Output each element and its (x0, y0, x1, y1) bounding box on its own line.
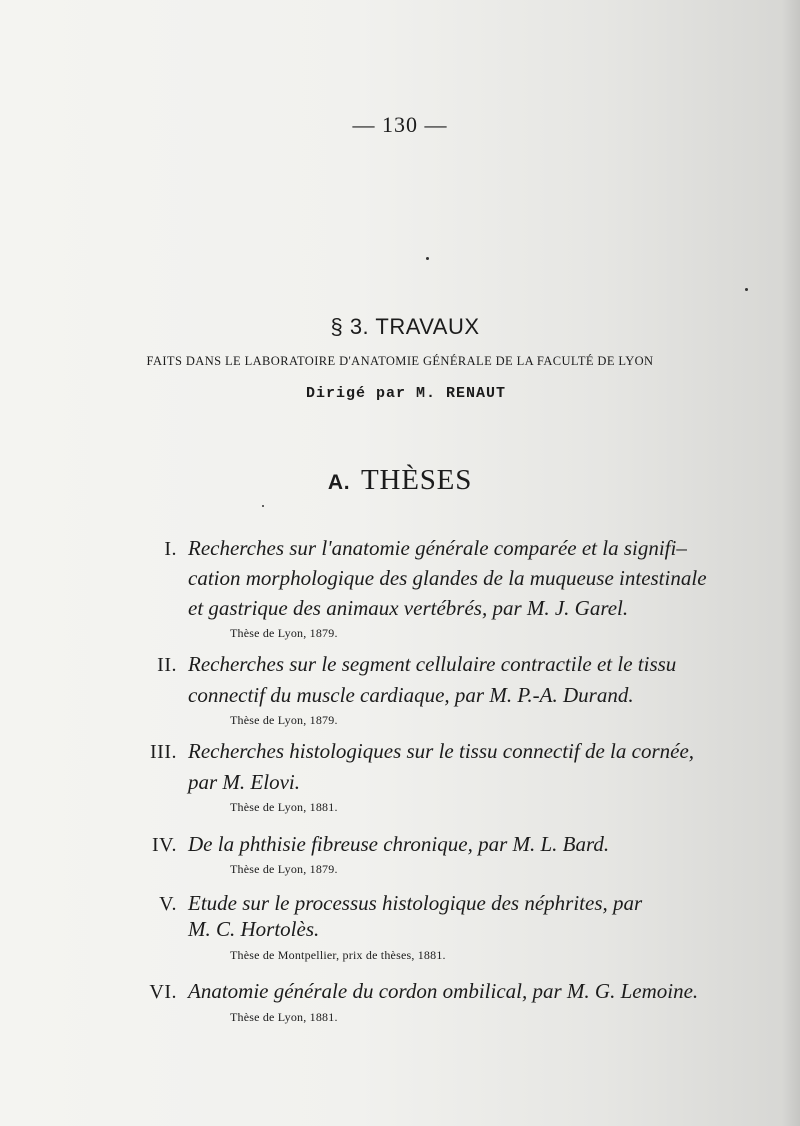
thesis-title-line: Etude sur le processus histologique des néphrites, par (188, 891, 643, 915)
thesis-title-line: Recherches sur l'anatomie générale comparée et la signifi– (188, 536, 687, 560)
thesis-title-line: et gastrique des animaux vertébrés, par M. J. Garel. (188, 596, 629, 620)
thesis-number: II. (157, 654, 177, 676)
thesis-title-line: Anatomie générale du cordon ombilical, par M. G. Lemoine. (188, 979, 699, 1003)
thesis-note: Thèse de Lyon, 1879. (230, 713, 338, 727)
laboratory-line: FAITS DANS LE LABORATOIRE D'ANATOMIE GÉNÉRALE DE LA FACULTÉ DE LYON (146, 354, 654, 368)
theses-heading-text: THÈSES (360, 464, 473, 496)
thesis-note: Thèse de Montpellier, prix de thèses, 1881. (230, 948, 446, 962)
thesis-number: V. (159, 893, 177, 915)
thesis-title-line: par M. Elovi. (188, 770, 300, 794)
scan-speck (426, 257, 429, 260)
thesis-title-line: connectif du muscle cardiaque, par M. P.-A. Durand. (188, 683, 634, 707)
thesis-number: IV. (151, 834, 177, 856)
scan-speck (262, 505, 264, 507)
thesis-note: Thèse de Lyon, 1881. (230, 1010, 338, 1024)
scan-speck (745, 288, 748, 291)
section-title: § 3. TRAVAUX (330, 314, 480, 339)
thesis-number: III. (150, 741, 177, 763)
theses-heading-prefix: A. (327, 471, 351, 494)
thesis-title-line: Recherches histologiques sur le tissu connectif de la cornée, (188, 739, 695, 763)
thesis-number: I. (164, 538, 177, 560)
thesis-title-line: De la phthisie fibreuse chronique, par M. L. Bard. (188, 832, 610, 856)
thesis-title-line: Recherches sur le segment cellulaire contractile et le tissu (188, 652, 677, 676)
thesis-note: Thèse de Lyon, 1879. (230, 626, 338, 640)
theses-heading (0, 464, 800, 497)
thesis-number: VI. (149, 981, 177, 1003)
thesis-title-line: M. C. Hortolès. (188, 917, 320, 941)
thesis-note: Thèse de Lyon, 1879. (230, 862, 338, 876)
page-number: — 130 — (352, 112, 448, 137)
thesis-note: Thèse de Lyon, 1881. (230, 800, 338, 814)
thesis-title-line: cation morphologique des glandes de la muqueuse intestinale (188, 566, 707, 590)
director-line: Dirigé par M. RENAUT (305, 385, 507, 402)
